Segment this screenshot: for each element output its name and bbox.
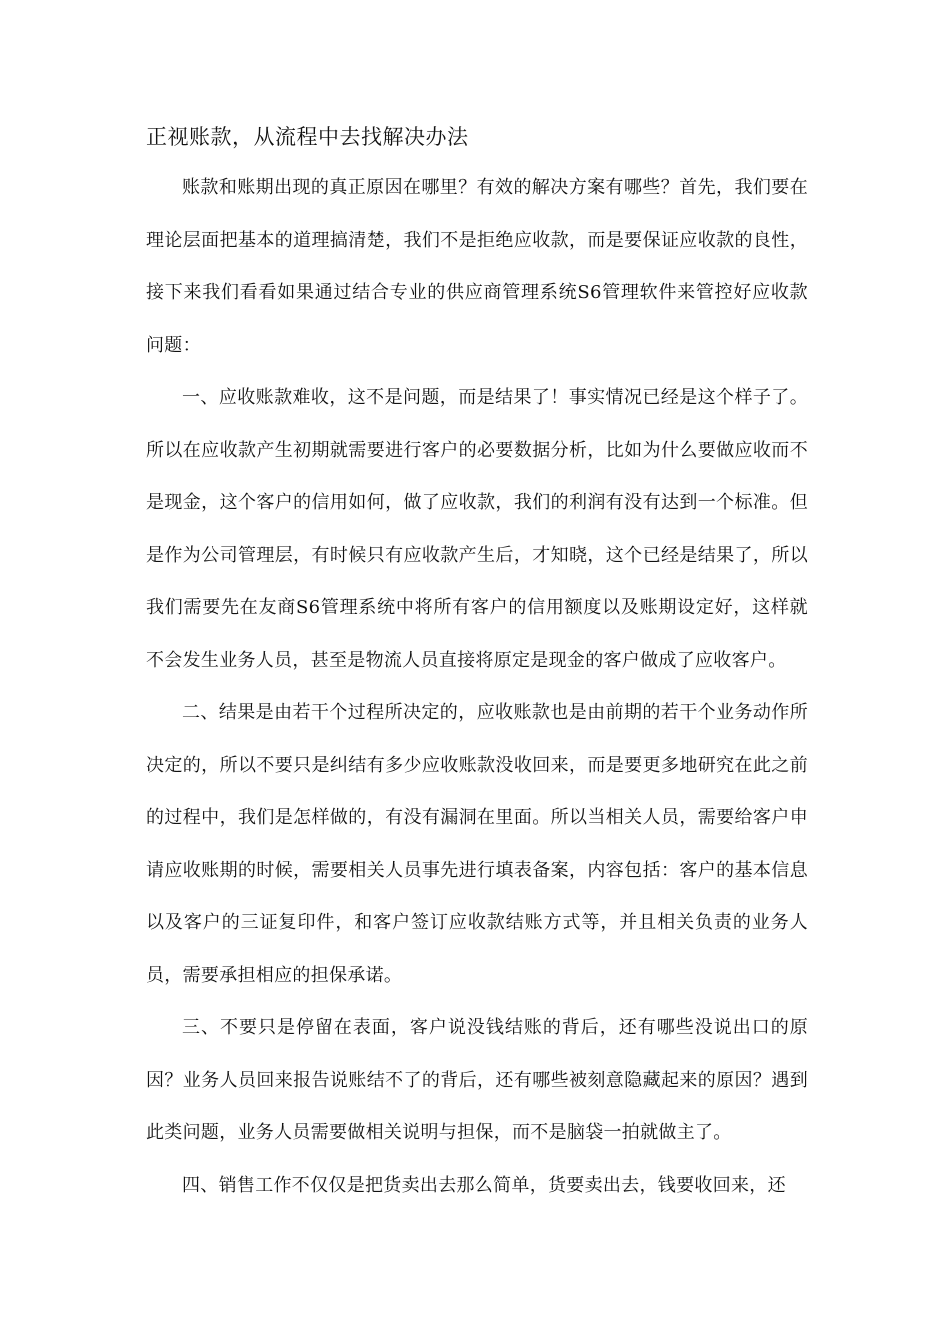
paragraph-intro: 账款和账期出现的真正原因在哪里？有效的解决方案有哪些？首先，我们要在理论层面把基本的道理搞清楚，我们不是拒绝应收款，而是要保证应收款的良性，接下来我们看看如果通过结合专业的供应商管理系统S6管理软件来管控好应收款问题： [146,177,808,356]
paragraph-point-3: 三、不要只是停留在表面，客户说没钱结账的背后，还有哪些没说出口的原因？业务人员回来报告说账结不了的背后，还有哪些被刻意隐藏起来的原因？遇到此类问题，业务人员需要做相关说明与担保，而不是脑袋一拍就做主了。 [146,1017,808,1143]
paragraph-point-1: 一、应收账款难收，这不是问题，而是结果了！事实情况已经是这个样子了。所以在应收款产生初期就需要进行客户的必要数据分析，比如为什么要做应收而不是现金，这个客户的信用如何，做了应收款，我们的利润有没有达到一个标准。但是作为公司管理层，有时候只有应收款产生后，才知晓，这个已经是结果了，所以我们需要先在友商S6管理系统中将所有客户的信用额度以及账期设定好，这样就不会发生业务人员，甚至是物流人员直接将原定是现金的客户做成了应收客户。 [146,387,808,671]
document-body [146,114,808,1212]
document-title: 正视账款，从流程中去找解决办法 [146,125,469,149]
paragraph-point-2: 二、结果是由若干个过程所决定的，应收账款也是由前期的若干个业务动作所决定的，所以不要只是纠结有多少应收账款没收回来，而是要更多地研究在此之前的过程中，我们是怎样做的，有没有漏洞在里面。所以当相关人员，需要给客户申请应收账期的时候，需要相关人员事先进行填表备案，内容包括：客户的基本信息以及客户的三证复印件，和客户签订应收款结账方式等，并且相关负责的业务人员，需要承担相应的担保承诺。 [146,702,808,986]
paragraph-point-4: 四、销售工作不仅仅是把货卖出去那么简单，货要卖出去，钱要收回来，还 [182,1174,786,1196]
